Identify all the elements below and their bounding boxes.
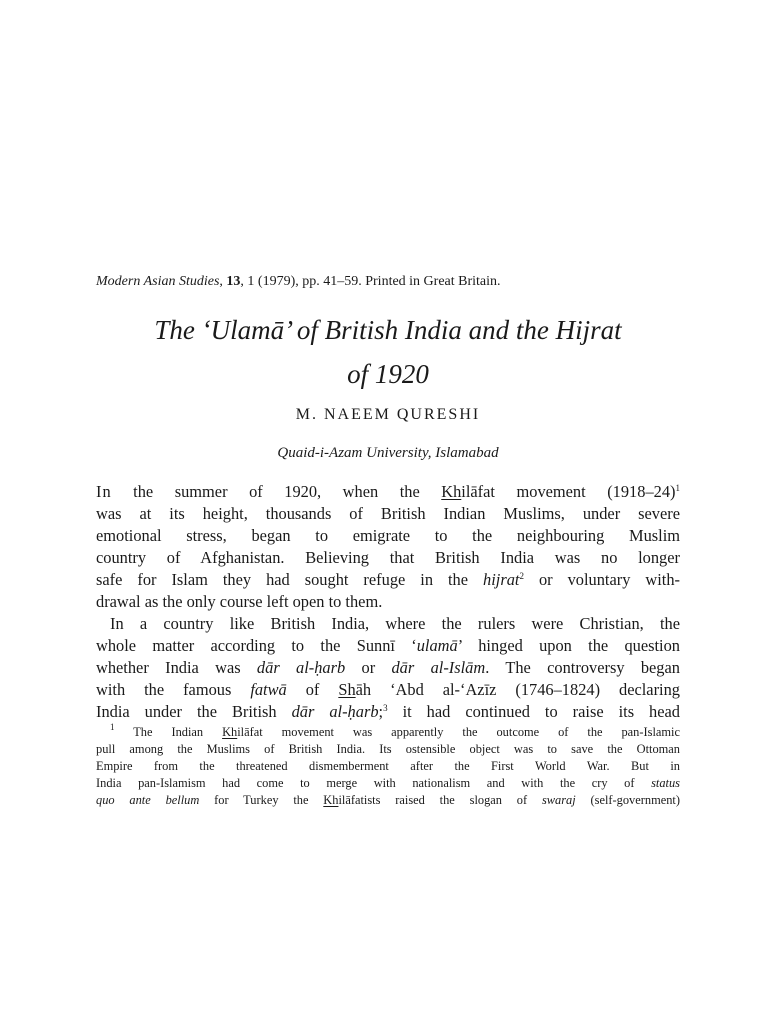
text-span: it had continued to raise its head bbox=[387, 702, 680, 721]
footnote-line bbox=[96, 792, 680, 809]
text-span: with the famous bbox=[96, 680, 251, 699]
footnote-line bbox=[96, 724, 680, 741]
text-span: ulamā bbox=[416, 636, 458, 655]
text-span: ilāfat movement (1918–24) bbox=[461, 482, 676, 501]
text-span: ’ hinged upon the question bbox=[457, 636, 680, 655]
text-span: hijrat bbox=[483, 570, 520, 589]
text-span: dār al-Islām bbox=[391, 658, 486, 677]
paragraph-2 bbox=[96, 613, 680, 723]
text-span: Kh bbox=[441, 482, 462, 501]
footnote-ref: 2 bbox=[519, 571, 524, 581]
text-span: swaraj bbox=[541, 793, 576, 807]
text-span: whether India was bbox=[96, 658, 257, 677]
body-line bbox=[96, 679, 680, 701]
text-span: India pan-Islamism had come to merge with nationalism and with the cry of bbox=[96, 776, 652, 790]
footnote-line bbox=[96, 775, 680, 792]
text-span: whole matter according to the Sunnī ‘ bbox=[96, 636, 417, 655]
body-line bbox=[96, 481, 680, 503]
footnote-marker: 1 bbox=[110, 722, 115, 732]
text-span: Sh bbox=[338, 680, 356, 699]
body-line bbox=[96, 569, 680, 591]
author-name: M. NAEEM QURESHI bbox=[295, 406, 481, 423]
body-line: In a country like British India, where the rulers were Christian, the bbox=[110, 614, 680, 633]
article-body bbox=[96, 481, 680, 723]
citation-details: , 1 (1979), pp. 41–59. Printed in Great Britain. bbox=[240, 274, 501, 289]
text-span: ilāfat movement was apparently the outcome of the pan-Islamic bbox=[237, 725, 680, 739]
footnote-ref: 1 bbox=[675, 483, 680, 493]
body-line bbox=[96, 657, 680, 679]
footnotes bbox=[96, 724, 680, 809]
text-span: status bbox=[651, 776, 680, 790]
text-span: ; bbox=[378, 702, 384, 721]
text-span: India under the British bbox=[96, 702, 292, 721]
text-span: or bbox=[345, 658, 392, 677]
text-span: dār al-ḥarb bbox=[291, 702, 379, 721]
text-span: The Indian bbox=[114, 725, 223, 739]
text-span: of bbox=[286, 680, 339, 699]
text-span: . The controversy began bbox=[485, 658, 680, 677]
body-line: was at its height, thousands of British Indian Muslims, under severe bbox=[96, 504, 680, 523]
body-line bbox=[96, 635, 680, 657]
footnote-line: pull among the Muslims of British India. Its ostensible object was to save the Ottoman bbox=[96, 742, 680, 756]
text-span: or voluntary with- bbox=[523, 570, 680, 589]
text-span: dār al-ḥarb bbox=[256, 658, 346, 677]
footnote-line: Empire from the threatened dismemberment after the First World War. But in bbox=[96, 759, 680, 773]
text-span: (self-government) bbox=[575, 793, 680, 807]
journal-citation: Modern Asian Studies, 13, 1 (1979), pp. 41–59. Printed in Great Britain. bbox=[96, 274, 501, 289]
body-line: country of Afghanistan. Believing that British India was no longer bbox=[96, 548, 680, 567]
text-span: quo ante bellum bbox=[96, 793, 200, 807]
drop-word: In bbox=[96, 482, 112, 501]
journal-name: Modern Asian Studies bbox=[96, 274, 220, 289]
text-span: the summer of 1920, when the bbox=[111, 482, 442, 501]
text-span: fatwā bbox=[250, 680, 287, 699]
title-line-2: of 1920 bbox=[347, 359, 429, 389]
author-affiliation: Quaid-i-Azam University, Islamabad bbox=[277, 445, 499, 461]
text-span: ilāfatists raised the slogan of bbox=[338, 793, 542, 807]
text-span: Kh bbox=[323, 793, 339, 807]
body-line bbox=[96, 701, 680, 723]
text-span: āh ‘Abd al-‘Azīz (1746–1824) declaring bbox=[355, 680, 680, 699]
article-title bbox=[96, 308, 680, 396]
footnote-ref: 3 bbox=[383, 703, 388, 713]
body-line: drawal as the only course left open to them. bbox=[96, 592, 383, 611]
text-span: for Turkey the bbox=[199, 793, 324, 807]
paper-page bbox=[96, 0, 680, 1024]
body-line: emotional stress, began to emigrate to the neighbouring Muslim bbox=[96, 526, 680, 545]
title-line-1: The ‘Ulamā’ of British India and the Hijrat bbox=[154, 315, 622, 345]
journal-volume: 13 bbox=[226, 274, 241, 289]
text-span: safe for Islam they had sought refuge in the bbox=[96, 570, 484, 589]
paragraph-1 bbox=[96, 481, 680, 613]
text-span: Kh bbox=[222, 725, 238, 739]
